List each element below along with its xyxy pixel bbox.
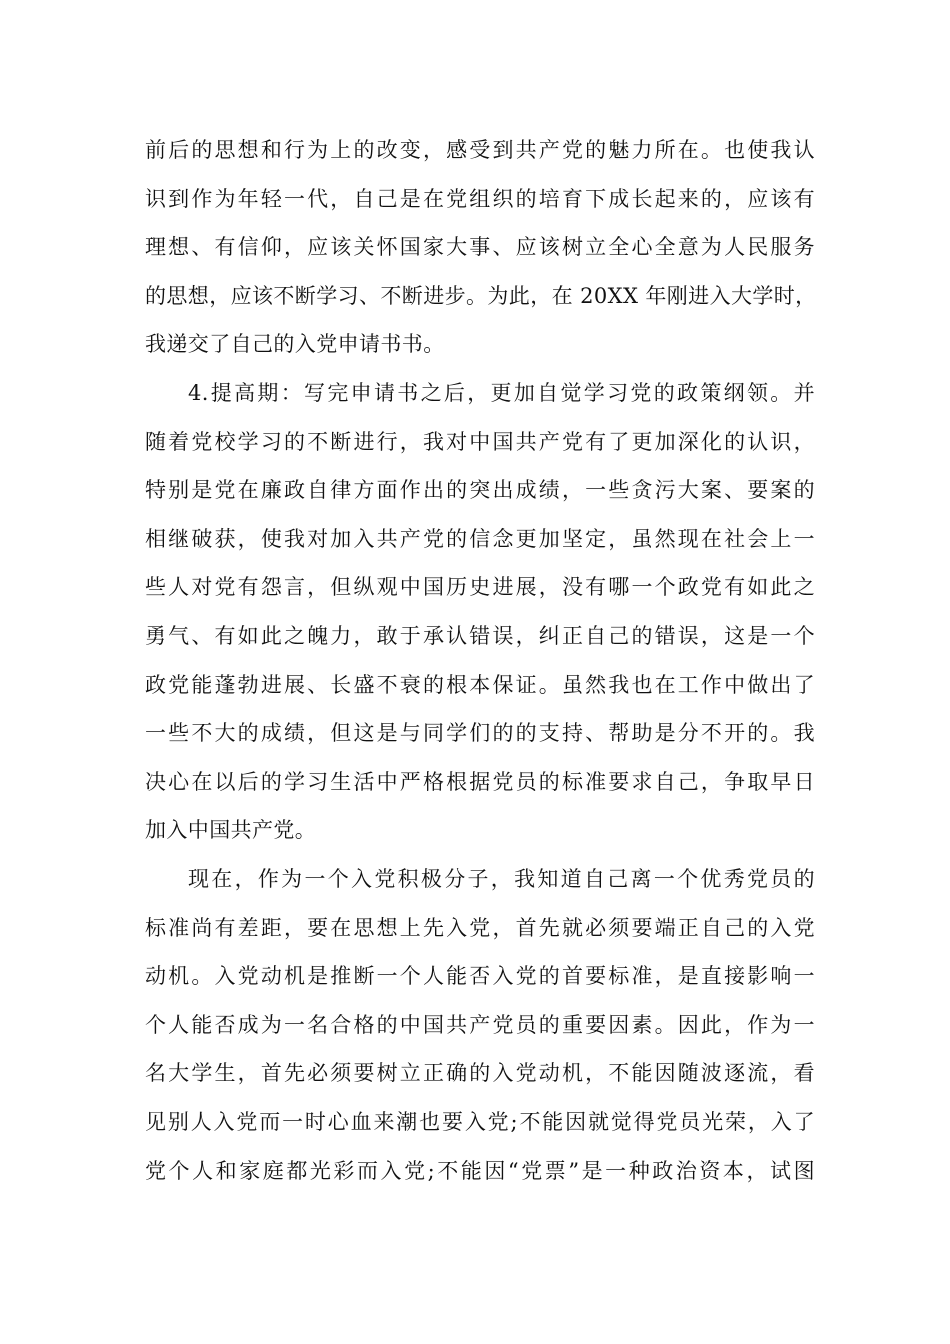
text-line: 我递交了自己的入党申请书书。 [145, 332, 445, 357]
text-line: 些人对党有怨言，但纵观中国历史进展，没有哪一个政党有如此之 [145, 575, 815, 600]
text-line: 一些不大的成绩，但这是与同学们的的支持、帮助是分不开的。我 [145, 721, 815, 746]
text-line: 见别人入党而一时心血来潮也要入党;不能因就觉得党员光荣，入了 [145, 1110, 815, 1134]
text-line: 动机。入党动机是推断一个人能否入党的首要标准，是直接影响一 [145, 964, 815, 989]
text-line: 特别是党在廉政自律方面作出的突出成绩，一些贪污大案、要案的 [145, 478, 815, 503]
paragraph-first-line: 4.提高期：写完申请书之后，更加自觉学习党的政策纲领。并 [188, 381, 815, 405]
text-line: 随着党校学习的不断进行，我对中国共产党有了更加深化的认识， [145, 429, 815, 454]
text-line: 政党能蓬勃进展、长盛不衰的根本保证。虽然我也在工作中做出了 [145, 672, 815, 697]
text-line: 加入中国共产党。 [145, 818, 317, 843]
text-line: 勇气、有如此之魄力，敢于承认错误，纠正自己的错误，这是一个 [145, 624, 815, 648]
text-line: 标准尚有差距，要在思想上先入党，首先就必须要端正自己的入党 [145, 915, 815, 940]
text-line: 党个人和家庭都光彩而入党;不能因“党票”是一种政治资本，试图 [145, 1158, 815, 1183]
text-line: 的思想，应该不断学习、不断进步。为此，在 20XX 年刚进入大学时， [145, 283, 817, 308]
text-line: 决心在以后的学习生活中严格根据党员的标准要求自己，争取早日 [145, 769, 815, 794]
text-line: 理想、有信仰，应该关怀国家大事、应该树立全心全意为人民服务 [145, 235, 815, 260]
text-line: 前后的思想和行为上的改变，感受到共产党的魅力所在。也使我认 [145, 138, 815, 162]
text-line: 名大学生，首先必须要树立正确的入党动机，不能因随波逐流，看 [145, 1061, 815, 1086]
text-line: 个人能否成为一名合格的中国共产党员的重要因素。因此，作为一 [145, 1012, 815, 1037]
text-line: 识到作为年轻一代，自己是在党组织的培育下成长起来的，应该有 [145, 186, 815, 211]
text-line: 相继破获，使我对加入共产党的信念更加坚定，虽然现在社会上一 [145, 526, 815, 551]
paragraph-first-line: 现在，作为一个入党积极分子，我知道自己离一个优秀党员的 [188, 867, 815, 891]
